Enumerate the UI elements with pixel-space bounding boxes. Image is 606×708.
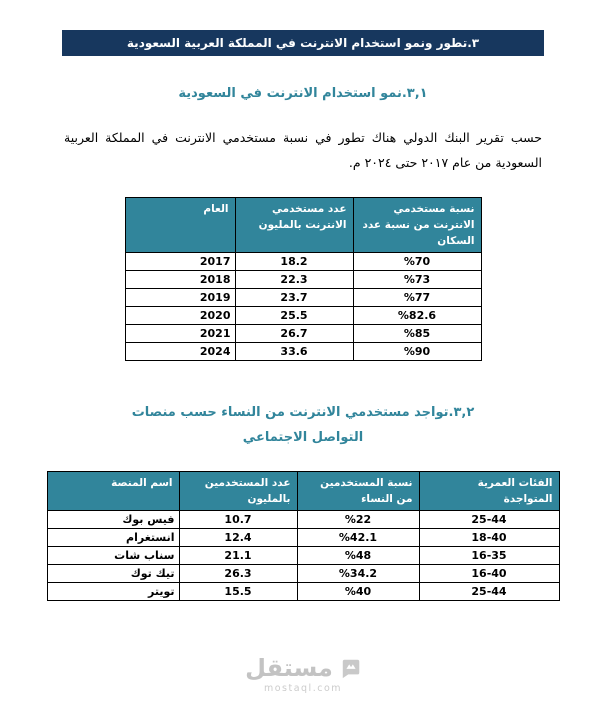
header-female-percent: نسبة المستخدمين من النساء — [297, 471, 419, 511]
table-header-row — [125, 197, 481, 253]
cell-ages: 18-40 — [419, 529, 559, 547]
cell-users: 26.7 — [235, 325, 353, 343]
cell-platform-name: فيس بوك — [47, 511, 179, 529]
cell-users: 15.5 — [179, 583, 297, 601]
cell-users: 25.5 — [235, 307, 353, 325]
cell-platform-name: انستغرام — [47, 529, 179, 547]
section2-heading — [0, 401, 606, 450]
cell-percent: %82.6 — [353, 307, 481, 325]
cell-year: 2018 — [125, 271, 235, 289]
table-row — [125, 343, 481, 361]
table-row — [125, 253, 481, 271]
cell-users: 22.3 — [235, 271, 353, 289]
table-row — [47, 529, 559, 547]
cell-female-percent: %40 — [297, 583, 419, 601]
cell-users: 33.6 — [235, 343, 353, 361]
cell-year: 2020 — [125, 307, 235, 325]
header-percent-of-population: نسبة مستخدمي الانترنت من نسبة عدد السكان — [353, 197, 481, 253]
table-row — [125, 325, 481, 343]
table-row — [47, 547, 559, 565]
cell-users: 10.7 — [179, 511, 297, 529]
cell-percent: %70 — [353, 253, 481, 271]
cell-platform-name: تيك توك — [47, 565, 179, 583]
section2-heading-line1: ٣,٢.تواجد مستخدمي الانترنت من النساء حسب منصات — [131, 405, 475, 421]
cell-year: 2019 — [125, 289, 235, 307]
cell-female-percent: %48 — [297, 547, 419, 565]
cell-ages: 16-40 — [419, 565, 559, 583]
section2-heading-line2: التواصل الاجتماعي — [242, 430, 364, 446]
mostaql-logo-icon — [339, 657, 361, 679]
cell-female-percent: %42.1 — [297, 529, 419, 547]
section1-heading: ٣,١.نمو استخدام الانترنت في السعودية — [178, 86, 428, 101]
cell-platform-name: تويتر — [47, 583, 179, 601]
document-title: ٣.تطور ونمو استخدام الانترنت في المملكة العربية السعودية — [62, 30, 544, 56]
cell-percent: %73 — [353, 271, 481, 289]
watermark-name: مستقل — [245, 654, 333, 682]
cell-ages: 16-35 — [419, 547, 559, 565]
cell-ages: 25-44 — [419, 583, 559, 601]
table-row — [125, 307, 481, 325]
cell-percent: %85 — [353, 325, 481, 343]
header-platform-name: اسم المنصة — [47, 471, 179, 511]
header-users-millions: عدد مستخدمي الانترنت بالمليون — [235, 197, 353, 253]
cell-year: 2024 — [125, 343, 235, 361]
table-row — [47, 583, 559, 601]
cell-percent: %90 — [353, 343, 481, 361]
header-users-millions: عدد المستخدمين بالمليون — [179, 471, 297, 511]
internet-growth-table — [125, 197, 482, 362]
cell-year: 2021 — [125, 325, 235, 343]
cell-users: 23.7 — [235, 289, 353, 307]
table-row — [125, 271, 481, 289]
cell-platform-name: سناب شات — [47, 547, 179, 565]
cell-users: 12.4 — [179, 529, 297, 547]
table-row — [47, 565, 559, 583]
mostaql-watermark — [245, 654, 361, 694]
cell-female-percent: %22 — [297, 511, 419, 529]
cell-year: 2017 — [125, 253, 235, 271]
cell-ages: 25-44 — [419, 511, 559, 529]
table-row — [47, 511, 559, 529]
cell-users: 26.3 — [179, 565, 297, 583]
cell-users: 18.2 — [235, 253, 353, 271]
header-year: العام — [125, 197, 235, 253]
table-row — [125, 289, 481, 307]
table-header-row — [47, 471, 559, 511]
cell-female-percent: %34.2 — [297, 565, 419, 583]
watermark-domain: mostaql.com — [263, 683, 343, 694]
cell-percent: %77 — [353, 289, 481, 307]
header-age-groups: الفئات العمرية المتواجدة — [419, 471, 559, 511]
cell-users: 21.1 — [179, 547, 297, 565]
social-platforms-table — [47, 471, 560, 602]
section1-paragraph: حسب تقرير البنك الدولي هناك تطور في نسبة مستخدمي الانترنت في المملكة العربية السعودية من عام ٢٠١٧ حتى ٢٠٢٤ م. — [64, 129, 542, 170]
